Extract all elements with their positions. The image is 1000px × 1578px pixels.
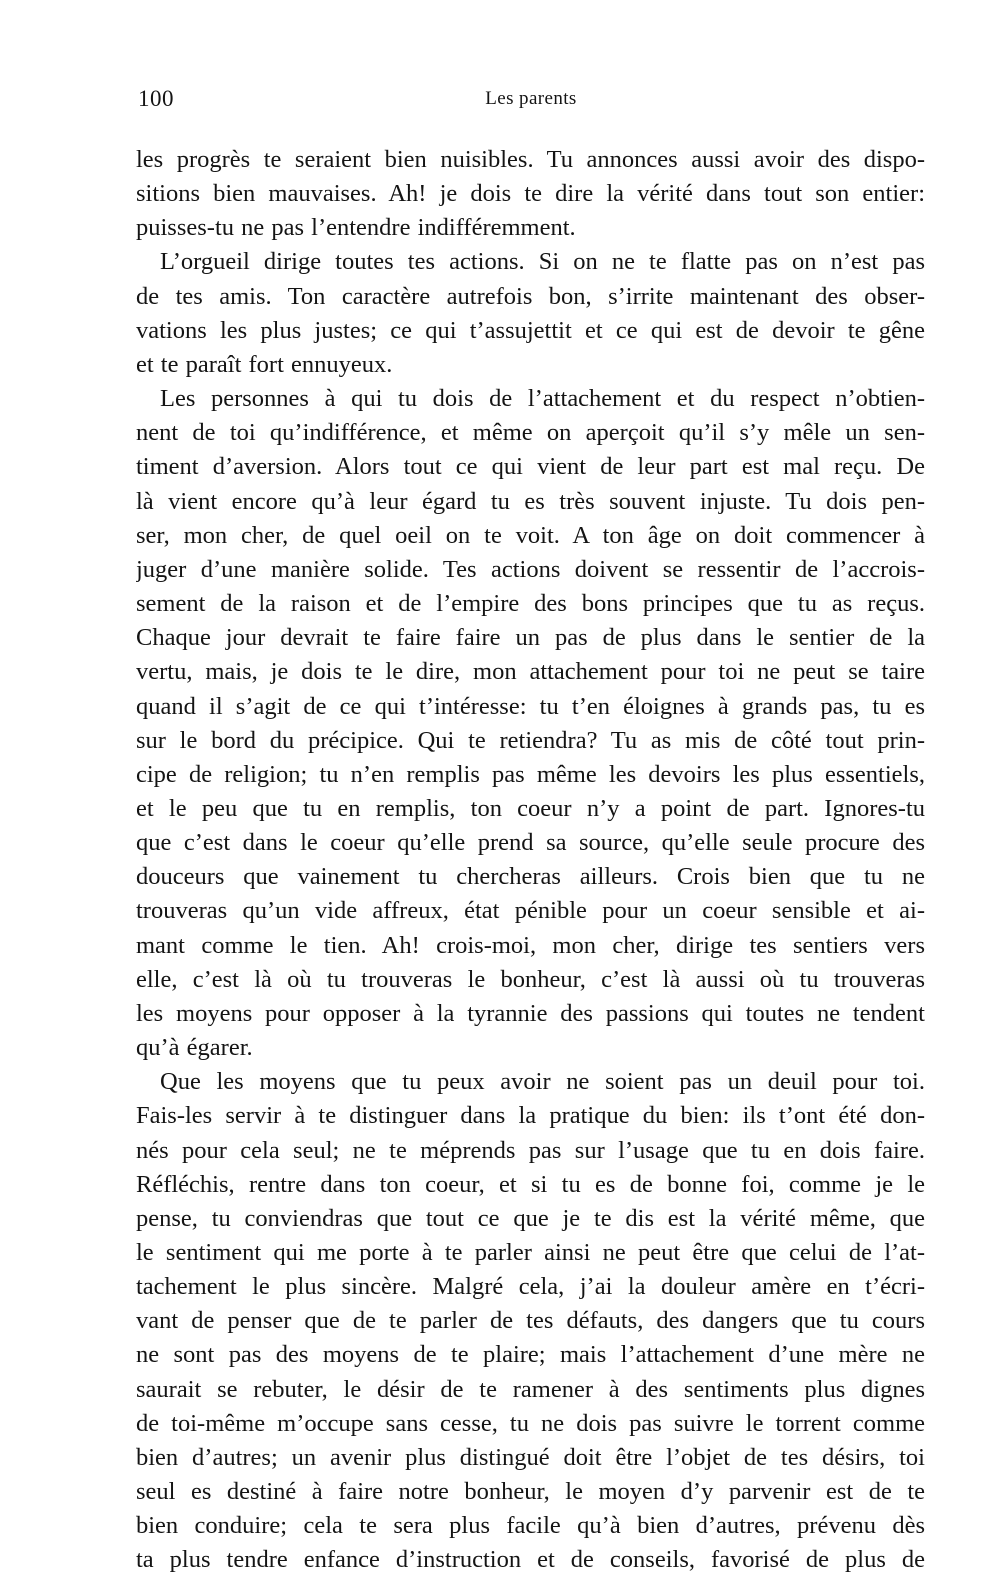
paragraph xyxy=(136,143,925,245)
page-header xyxy=(138,86,924,116)
text-line: et te paraît fort ennuyeux. xyxy=(136,350,393,378)
text-line: Que les moyens que tu peux avoir ne soient pas un deuil pour toi. xyxy=(160,1068,925,1096)
text-line: le sentiment qui me porte à te parler ainsi ne peut être que celui de l’at- xyxy=(136,1239,925,1266)
page-number: 100 xyxy=(138,86,174,111)
text-line: sur le bord du précipice. Qui te retiendra? Tu as mis de côté tout prin- xyxy=(136,726,925,754)
text-line: les progrès te seraient bien nuisibles. Tu annonces aussi avoir des dispo- xyxy=(136,146,925,173)
text-line: L’orgueil dirige toutes tes actions. Si on ne te flatte pas on n’est pas xyxy=(160,248,925,276)
text-line: Chaque jour devrait te faire faire un pas de plus dans le sentier de la xyxy=(136,624,925,652)
text-line: saurait se rebuter, le désir de te ramener à des sentiments plus dignes xyxy=(136,1375,925,1403)
running-title: Les parents xyxy=(485,88,577,109)
text-line: sement de la raison et de l’empire des bons principes que tu as reçus. xyxy=(136,590,925,618)
text-line: vertu, mais, je dois te le dire, mon attachement pour toi ne peut se taire xyxy=(136,658,925,686)
paragraph xyxy=(136,382,925,1065)
text-line: de tes amis. Ton caractère autrefois bon, s’irrite maintenant des obser- xyxy=(136,282,925,310)
text-line: bien conduire; cela te sera plus facile qu’à bien d’autres, prévenu dès xyxy=(136,1512,925,1540)
text-line: nés pour cela seul; ne te méprends pas sur l’usage que tu en dois faire. xyxy=(136,1136,925,1164)
text-line: mant comme le tien. Ah! crois-moi, mon cher, dirige tes sentiers vers xyxy=(136,931,925,959)
text-line: nent de toi qu’indifférence, et même on aperçoit qu’il s’y mêle un sen- xyxy=(136,419,925,447)
text-line: bien d’autres; un avenir plus distingué doit être l’objet de tes désirs, toi xyxy=(136,1443,925,1471)
text-line: sitions bien mauvaises. Ah! je dois te dire la vérité dans tout son entier: xyxy=(136,180,925,208)
paragraph xyxy=(136,1065,925,1577)
text-line: Fais-les servir à te distinguer dans la pratique du bien: ils t’ont été don- xyxy=(136,1102,925,1130)
text-line: les moyens pour opposer à la tyrannie des passions qui toutes ne tendent xyxy=(136,999,925,1027)
text-line: quand il s’agit de ce qui t’intéresse: tu t’en éloignes à grands pas, tu es xyxy=(136,692,925,720)
text-line: juger d’une manière solide. Tes actions doivent se ressentir de l’accrois- xyxy=(136,555,925,583)
text-line: puisses-tu ne pas l’entendre indifféremment. xyxy=(136,214,576,242)
text-line: ta plus tendre enfance d’instruction et de conseils, favorisé de plus de xyxy=(136,1546,925,1574)
text-line: tachement le plus sincère. Malgré cela, j’ai la douleur amère en t’écri- xyxy=(136,1273,925,1301)
text-line: là vient encore qu’à leur égard tu es très souvent injuste. Tu dois pen- xyxy=(136,487,925,515)
text-line: cipe de religion; tu n’en remplis pas même les devoirs les plus essentiels, xyxy=(136,760,925,788)
text-line: timent d’aversion. Alors tout ce qui vient de leur part est mal reçu. De xyxy=(136,453,925,481)
text-line: de toi-même m’occupe sans cesse, tu ne dois pas suivre le torrent comme xyxy=(136,1409,925,1437)
text-line: elle, c’est là où tu trouveras le bonheur, c’est là aussi où tu trouveras xyxy=(136,965,925,993)
text-line: pense, tu conviendras que tout ce que je te dis est la vérité même, que xyxy=(136,1204,925,1232)
text-line: Les personnes à qui tu dois de l’attachement et du respect n’obtien- xyxy=(160,385,925,413)
text-line: et le peu que tu en remplis, ton coeur n’y a point de part. Ignores-tu xyxy=(136,794,925,822)
text-line: ne sont pas des moyens de te plaire; mais l’attachement d’une mère ne xyxy=(136,1341,925,1369)
text-line: que c’est dans le coeur qu’elle prend sa source, qu’elle seule procure des xyxy=(136,829,925,857)
text-line: ser, mon cher, de quel oeil on te voit. A ton âge on doit commencer à xyxy=(136,521,925,549)
text-line: Réfléchis, rentre dans ton coeur, et si tu es de bonne foi, comme je le xyxy=(136,1170,925,1198)
text-line: trouveras qu’un vide affreux, état pénible pour un coeur sensible et ai- xyxy=(136,897,925,925)
text-line: douceurs que vainement tu chercheras ailleurs. Crois bien que tu ne xyxy=(136,863,925,891)
body-text xyxy=(136,143,925,1578)
text-line: vations les plus justes; ce qui t’assujettit et ce qui est de devoir te gêne xyxy=(136,316,925,344)
text-line: seul es destiné à faire notre bonheur, le moyen d’y parvenir est de te xyxy=(136,1478,925,1506)
text-line: vant de penser que de te parler de tes défauts, des dangers que tu cours xyxy=(136,1307,925,1335)
paragraph xyxy=(136,245,925,382)
text-line: qu’à égarer. xyxy=(136,1034,253,1062)
